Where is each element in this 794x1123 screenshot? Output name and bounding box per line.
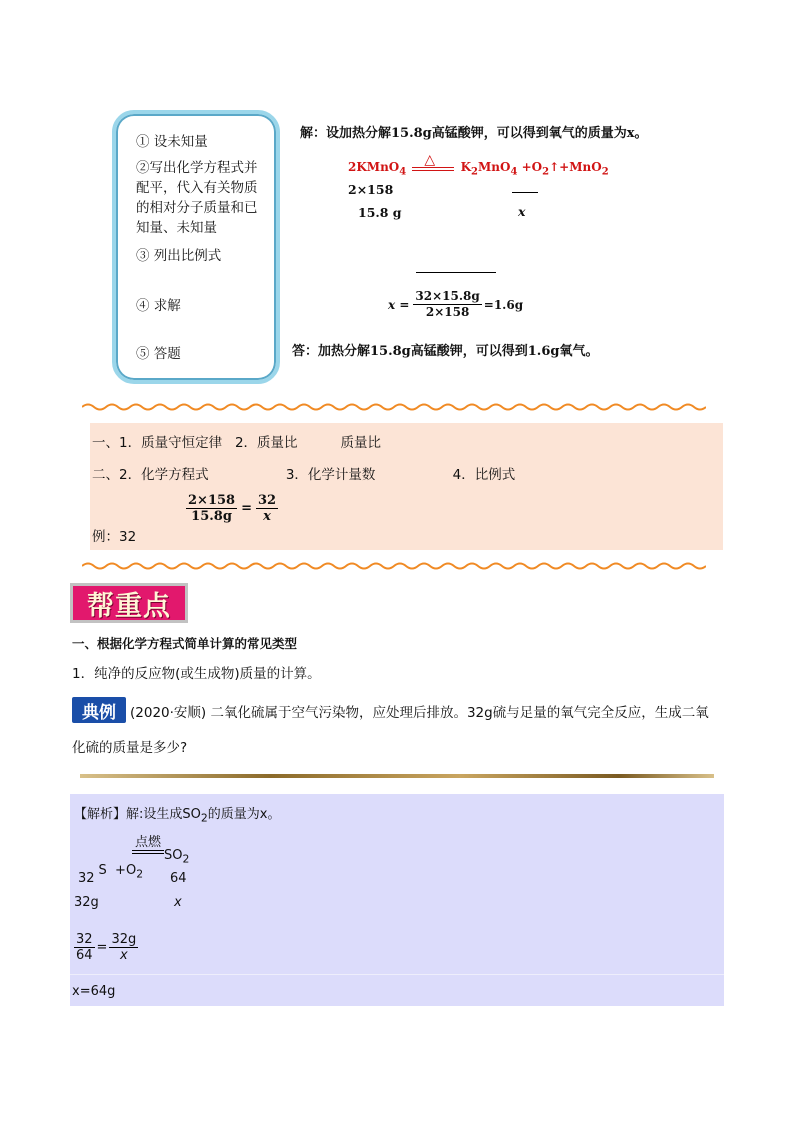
result-num: 32×15.8g (415, 289, 480, 303)
eq-reactant-sub: 4 (399, 166, 407, 178)
analysis-intro-tail: 的质量为x。 (207, 807, 281, 822)
step-4: ④ 求解 (136, 298, 181, 314)
answer-proportion (186, 493, 278, 524)
step-3: ③ 列出比例式 (136, 248, 222, 264)
analysis-eq-condition (132, 831, 164, 854)
wavy-divider-bottom (82, 561, 706, 571)
prop-frac-1 (186, 493, 237, 524)
analysis-separator (70, 974, 724, 975)
solution-intro: 解：设加热分解15.8g高锰酸钾，可以得到氧气的质量为x。 (300, 126, 648, 141)
eq-product1-mid: MnO (478, 160, 511, 174)
prop-frac-2 (256, 493, 278, 524)
analysis-mass-1: 32 (78, 871, 95, 886)
prop-num-2: 32 (257, 493, 277, 508)
result-rhs: =1.6g (483, 297, 524, 312)
mass-given: 15.8 g (358, 205, 402, 220)
answer-row-2: 二、2．化学方程式 3．化学计量数 4．比例式 (92, 467, 516, 483)
answer-key (90, 423, 723, 550)
step-2-line4: 知量、未知量 (136, 220, 217, 236)
result-formula (388, 289, 523, 320)
blank-line-2 (416, 272, 496, 273)
heat-symbol: △ (424, 152, 436, 168)
analysis-frac-1-num: 32 (76, 932, 93, 947)
example-line-1: (2020·安顺) 二氧化硫属于空气污染物，应处理后排放。32g硫与足量的氧气完全反应，生成二氧 (130, 705, 709, 721)
section-heading: 一、根据化学方程式简单计算的常见类型 (72, 636, 298, 651)
analysis-result: x=64g (72, 984, 116, 999)
analysis-intro-sub: 2 (200, 811, 208, 825)
analysis-proportion (74, 932, 138, 963)
analysis-eq-right (164, 848, 189, 866)
solution-answer: 答：加热分解15.8g高锰酸钾，可以得到1.6g氧气。 (292, 344, 599, 359)
eq-reactant: 2KMnO (348, 160, 400, 174)
eq-product3-sub: 2 (601, 166, 609, 178)
eq-product2: +O (521, 160, 543, 174)
result-lhs: x = (388, 297, 410, 312)
analysis-frac-1 (74, 932, 95, 963)
prop-den-1: 15.8g (191, 509, 232, 524)
gold-divider (80, 774, 714, 778)
analysis-frac-1-den: 64 (76, 948, 93, 963)
analysis-unknown: x (174, 895, 182, 910)
section-subheading: 1．纯净的反应物(或生成物)质量的计算。 (72, 666, 321, 682)
heat-arrow (412, 152, 454, 171)
analysis-mass-2: 64 (170, 871, 187, 886)
step-2-line3: 的相对分子质量和已 (136, 200, 258, 216)
analysis-eq-cond-text: 点燃 (134, 835, 161, 850)
equation (348, 152, 609, 178)
mass-label: 2×158 (348, 182, 394, 197)
answer-row-1: 一、1．质量守恒定律 2．质量比 质量比 (92, 435, 381, 451)
example-line-2: 化硫的质量是多少? (72, 740, 188, 756)
eq-arrow: ↑+MnO (549, 160, 602, 174)
analysis-prop-equals: = (96, 940, 108, 955)
section-badge: 帮重点 (70, 583, 188, 623)
analysis-frac-2-den: x (120, 948, 128, 963)
analysis-intro-text: 【解析】解:设生成SO (74, 807, 201, 822)
analysis-intro (74, 803, 280, 825)
result-den: 2×158 (425, 305, 470, 319)
analysis-frac-2 (109, 932, 138, 963)
step-5: ⑤ 答题 (136, 346, 181, 362)
analysis-eq-left-sub: 2 (136, 867, 144, 881)
analysis-frac-2-num: 32g (111, 932, 137, 947)
step-2-line1: ②写出化学方程式并 (136, 160, 258, 176)
analysis-eq-right-text: SO (164, 848, 183, 863)
result-fraction (413, 289, 481, 320)
analysis-box (70, 794, 724, 1006)
eq-product1-sub1: 2 (471, 166, 478, 178)
unknown-x: x (518, 204, 526, 219)
analysis-given: 32g (74, 895, 99, 910)
eq-product1-sub2: 4 (510, 166, 518, 178)
eq-product1: K (460, 160, 472, 174)
step-2-line2: 配平，代入有关物质 (136, 180, 258, 196)
steps-box (112, 110, 280, 384)
prop-equals: = (241, 501, 252, 516)
step-1: ① 设未知量 (136, 134, 208, 150)
answer-row-3-label: 例：32 (92, 529, 137, 545)
prop-num-1: 2×158 (188, 493, 236, 508)
example-tag: 典例 (72, 697, 126, 723)
eq-product2-sub: 2 (542, 166, 550, 178)
analysis-eq-left-text: S +O (98, 863, 137, 878)
wavy-divider-top (82, 402, 706, 412)
analysis-eq-right-sub: 2 (182, 852, 190, 866)
blank-line-1 (512, 192, 538, 193)
prop-den-2: x (263, 509, 271, 524)
